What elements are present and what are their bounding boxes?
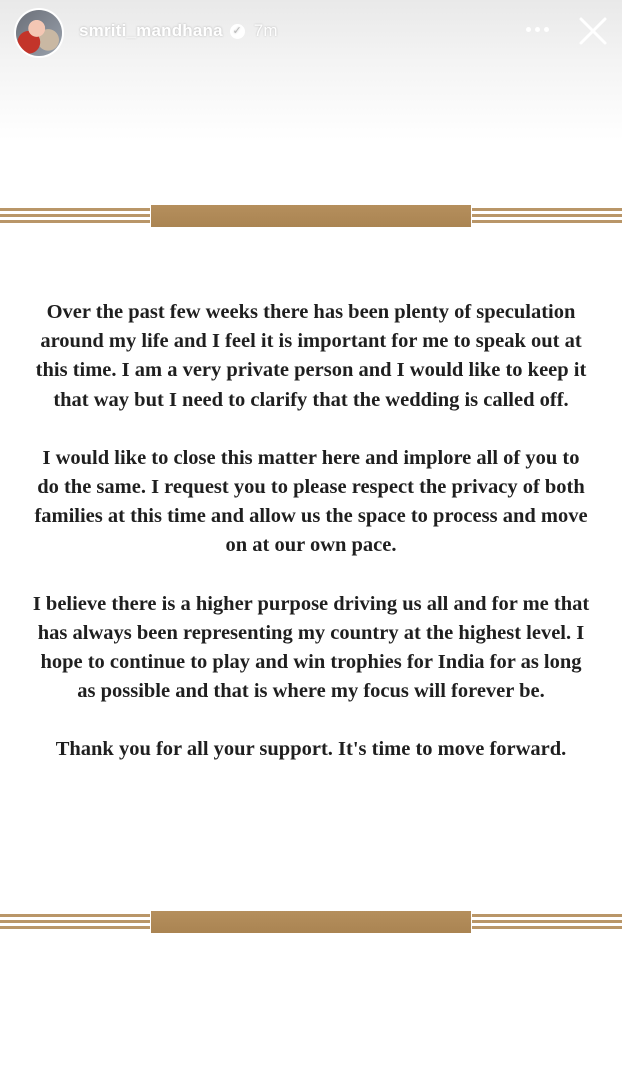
story-time: 7m xyxy=(253,21,278,40)
band-line xyxy=(0,920,150,923)
bottom-decorative-band xyxy=(0,911,622,933)
band-line xyxy=(472,220,622,223)
band-center-block xyxy=(151,911,471,933)
top-decorative-band xyxy=(0,205,622,227)
close-icon xyxy=(576,14,610,48)
statement-paragraph: I would like to close this matter here and implore all of you to do the same. I request you to please respect the privacy of both families at this time and allow us the space to process and move on at our own pace. xyxy=(34,446,588,557)
close-button[interactable] xyxy=(576,14,610,48)
band-line xyxy=(0,208,150,211)
band-line xyxy=(472,926,622,929)
story-user-info xyxy=(79,21,278,41)
band-line xyxy=(472,214,622,217)
statement-paragraph: Thank you for all your support. It's time to move forward. xyxy=(55,738,567,761)
band-line xyxy=(472,914,622,917)
band-line xyxy=(0,926,150,929)
story-header xyxy=(0,0,622,140)
avatar[interactable] xyxy=(16,10,62,56)
band-line xyxy=(472,920,622,923)
more-dot-icon xyxy=(544,27,549,32)
statement-paragraph: I believe there is a higher purpose driving us all and for me that has always been representing my country at the highest level. I hope to continue to play and win trophies for India for as long as possible and that is where my focus will forever be. xyxy=(32,592,590,703)
username[interactable]: smriti_mandhana xyxy=(79,21,223,40)
band-line xyxy=(0,214,150,217)
band-center-block xyxy=(151,205,471,227)
band-line xyxy=(0,914,150,917)
more-dot-icon xyxy=(526,27,531,32)
band-line xyxy=(0,220,150,223)
band-line xyxy=(472,208,622,211)
statement-text xyxy=(30,298,592,765)
statement-paragraph: Over the past few weeks there has been plenty of speculation around my life and I feel it is important for me to speak out at this time. I am a very private person and I would like to keep it that way but I need to clarify that the wedding is called off. xyxy=(35,301,587,411)
verified-badge-icon: ✓ xyxy=(230,24,245,39)
more-options-button[interactable] xyxy=(522,18,552,40)
more-dot-icon xyxy=(535,27,540,32)
